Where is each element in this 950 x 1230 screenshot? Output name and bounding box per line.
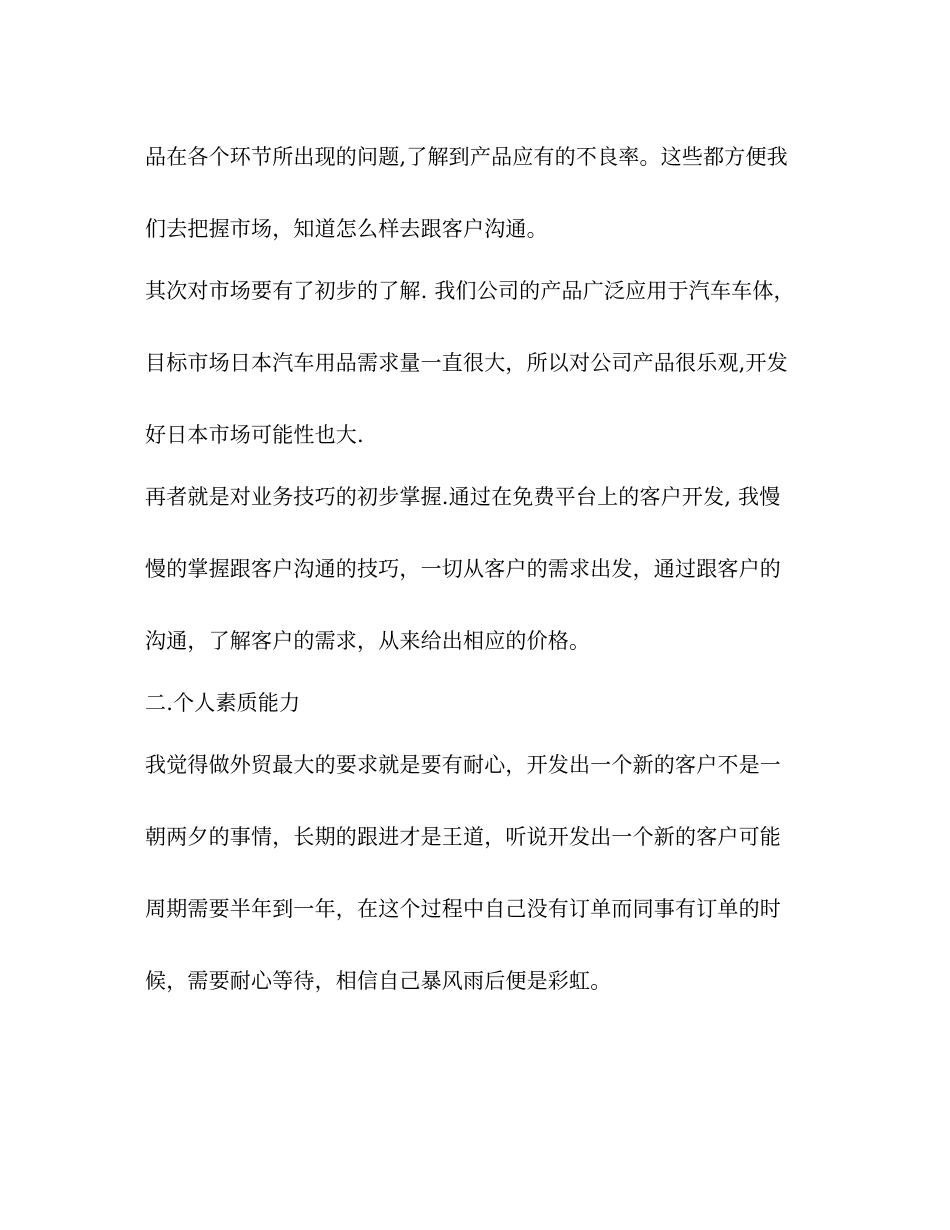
text-line-1: 品在各个环节所出现的问题,了解到产品应有的不良率。这些都方便我 — [145, 145, 788, 169]
text-line-13: 候，需要耐心等待，相信自己暴风雨后便是彩虹。 — [145, 969, 612, 993]
text-line-3: 其次对市场要有了初步的了解. 我们公司的产品广泛应用于汽车车体， — [145, 279, 795, 303]
text-line-7: 慢的掌握跟客户沟通的技巧，一切从客户的需求出发，通过跟客户的 — [145, 557, 781, 581]
text-line-4: 目标市场日本汽车用品需求量一直很大，所以对公司产品很乐观,开发 — [145, 351, 788, 375]
text-line-10: 我觉得做外贸最大的要求就是要有耐心，开发出一个新的客户不是一 — [145, 753, 781, 777]
text-line-12: 周期需要半年到一年，在这个过程中自己没有订单而同事有订单的时 — [145, 897, 781, 921]
section-heading: 二.个人素质能力 — [145, 691, 301, 715]
text-line-2: 们去把握市场，知道怎么样去跟客户沟通。 — [145, 217, 548, 241]
text-line-6: 再者就是对业务技巧的初步掌握.通过在免费平台上的客户开发, 我慢 — [145, 485, 781, 509]
text-line-11: 朝两夕的事情，长期的跟进才是王道，听说开发出一个新的客户可能 — [145, 825, 781, 849]
text-line-5: 好日本市场可能性也大. — [145, 423, 364, 447]
text-line-8: 沟通，了解客户的需求，从来给出相应的价格。 — [145, 629, 591, 653]
